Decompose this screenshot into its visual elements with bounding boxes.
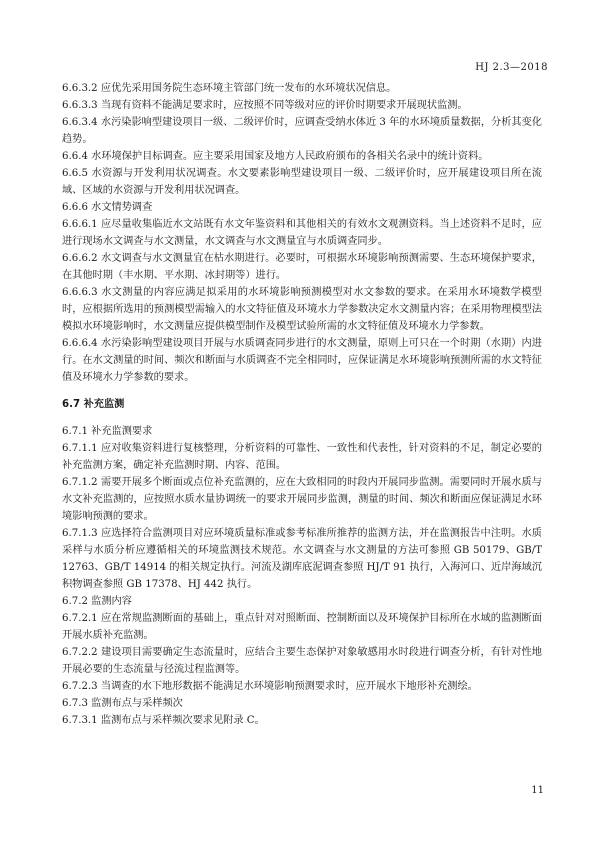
clause-6-6-6-3: 6.6.6.3 水文测量的内容应满足拟采用的水环境影响预测模型对水文参数的要求。在采用水环境数学模型时，应根据所选用的预测模型需输入的水文特征值及环境水力学参数决定水文测量内容；在采用物理模型法模拟水环境影响时，水文测量应提供模型制作及模型试验所需的水文特征值及环境水力学参数。 bbox=[62, 287, 542, 332]
clause-6-6-6-4: 6.6.6.4 水污染影响型建设项目开展与水质调查同步进行的水文测量，原则上可只在一个时期（水期）内进行。在水文测量的时间、频次和断面与水质调查不完全相同时，应保证满足水环境影响预测所需的水文特征值及环境水力学参数的要求。 bbox=[62, 338, 542, 383]
clause-6-6-4: 6.6.4 水环境保护目标调查。应主要采用国家及地方人民政府颁布的各相关名录中的统计资料。 bbox=[62, 151, 489, 162]
page-number: 11 bbox=[531, 785, 544, 796]
clause-6-6-5: 6.6.5 水资源与开发利用状况调查。水文要素影响型建设项目一级、二级评价时，应开展建设项目所在流域、区域的水资源与开发利用状况调查。 bbox=[62, 168, 542, 196]
clause-6-7-2: 6.7.2 监测内容 bbox=[62, 596, 132, 607]
clause-6-7-1: 6.7.1 补充监测要求 bbox=[62, 426, 153, 437]
clause-6-6-3-3: 6.6.3.3 当现有资料不能满足要求时，应按照不同等级对应的评价时期要求开展现状监测。 bbox=[62, 100, 468, 111]
clause-6-7-3-1: 6.7.3.1 监测布点与采样频次要求见附录 C。 bbox=[62, 715, 265, 726]
clause-6-6-6-2: 6.6.6.2 水文调查与水文测量宜在枯水期进行。必要时，可根据水环境影响预测需要、生态环境保护要求，在其他时期（丰水期、平水期、冰封期等）进行。 bbox=[62, 253, 542, 281]
clause-6-7-3: 6.7.3 监测布点与采样频次 bbox=[62, 698, 183, 709]
clause-6-6-3-2: 6.6.3.2 应优先采用国务院生态环境主管部门统一发布的水环境状况信息。 bbox=[62, 83, 397, 94]
clause-6-7-2-2: 6.7.2.2 建设项目需要确定生态流量时，应结合主要生态保护对象敏感用水时段进行调查分析，有针对性地开展必要的生态流量与径流过程监测等。 bbox=[62, 647, 542, 675]
clause-6-7-1-2: 6.7.1.2 需要开展多个断面或点位补充监测的，应在大致相同的时段内开展同步监测。需要同时开展水质与水文补充监测的，应按照水质水量协调统一的要求开展同步监测，测量的时间、频次和断面应保证满足水环境影响预测的要求。 bbox=[62, 477, 542, 522]
clause-6-6-6: 6.6.6 水文情势调查 bbox=[62, 202, 153, 213]
clause-6-6-6-1: 6.6.6.1 应尽量收集临近水文站既有水文年鉴资料和其他相关的有效水文观测资料。当上述资料不足时，应进行现场水文调查与水文测量，水文调查与水文测量宜与水质调查同步。 bbox=[62, 219, 542, 247]
clause-6-7-1-3: 6.7.1.3 应选择符合监测项目对应环境质量标准或参考标准所推荐的监测方法，并在监测报告中注明。水质采样与水质分析应遵循相关的环境监测技术规范。水文调查与水文测量的方法可参照 GB 50179、GB/T 12763、GB/T 14914 的相关规定执行。河流及湖库底泥调查参照 HJ/T 91 执行，入海河口、近岸海域沉积物调查参照 GB 17378、HJ 442 执行。 bbox=[62, 528, 542, 590]
clause-6-7-2-3: 6.7.2.3 当调查的水下地形数据不能满足水环境影响预测要求时，应开展水下地形补充测绘。 bbox=[62, 681, 478, 692]
section-heading: 6.7 补充监测 bbox=[62, 399, 125, 410]
clause-6-6-3-4: 6.6.3.4 水污染影响型建设项目一级、二级评价时，应调查受纳水体近 3 年的水环境质量数据，分析其变化趋势。 bbox=[62, 117, 542, 145]
clause-6-7-2-1: 6.7.2.1 应在常规监测断面的基础上，重点针对对照断面、控制断面以及环境保护目标所在水域的监测断面开展水质补充监测。 bbox=[62, 613, 542, 641]
clause-6-7-1-1: 6.7.1.1 应对收集资料进行复核整理，分析资料的可靠性、一致性和代表性，针对资料的不足，制定必要的补充监测方案，确定补充监测时期、内容、范围。 bbox=[62, 443, 542, 471]
body-text bbox=[62, 80, 542, 729]
standard-code: HJ 2.3—2018 bbox=[475, 62, 548, 73]
